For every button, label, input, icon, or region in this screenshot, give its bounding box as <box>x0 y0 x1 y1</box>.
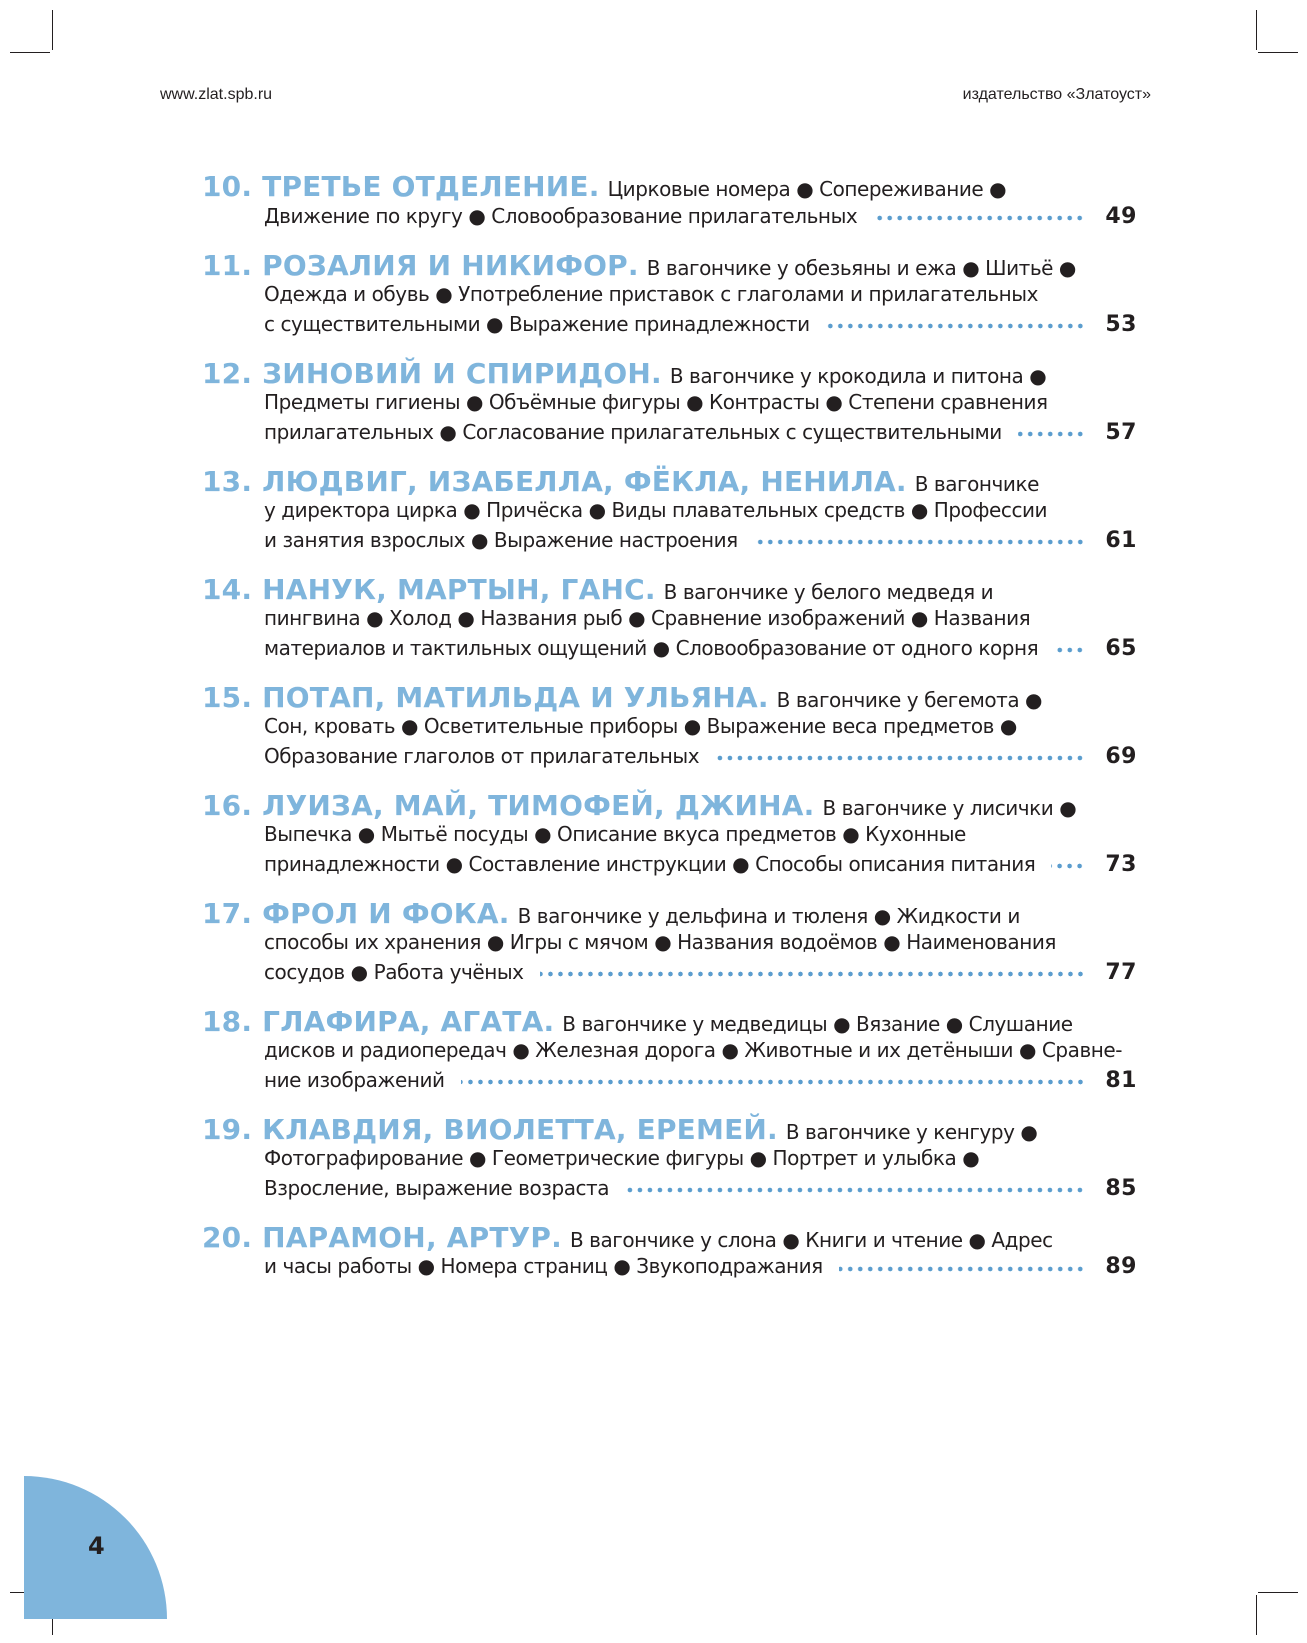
toc-entry[interactable] <box>202 1220 1137 1282</box>
toc-entry[interactable] <box>202 464 1137 556</box>
dot-leader <box>715 755 1085 761</box>
toc-entry-text: В вагончике у слона ● Книги и чтение ● Адрес <box>569 1227 1053 1252</box>
dot-leader <box>839 1266 1085 1272</box>
toc-entry-text: Цирковые номера ● Сопереживание ● <box>607 177 1007 201</box>
toc-page-number: 65 <box>1105 635 1137 661</box>
toc-entry-text: ние изображений <box>264 1067 445 1092</box>
crop-mark <box>1256 10 1257 50</box>
toc-entry-line <box>202 958 1137 988</box>
toc-entry-line <box>202 356 1137 390</box>
crop-mark <box>1258 52 1298 53</box>
toc-entry-title: 18. ГЛАФИРА, АГАТА. <box>202 1004 555 1038</box>
publisher-name: издательство «Златоуст» <box>962 86 1151 103</box>
toc-entry-text: и занятия взрослых ● Выражение настроения <box>264 527 738 552</box>
dot-leader <box>1054 647 1085 653</box>
dot-leader <box>461 1079 1085 1085</box>
toc-entry-line <box>202 896 1137 930</box>
toc-page-number: 57 <box>1105 419 1137 445</box>
toc-entry[interactable] <box>202 356 1137 448</box>
toc-entry-text: сосудов ● Работа учёных <box>264 959 524 984</box>
toc-entry-line <box>202 464 1137 498</box>
crop-mark <box>52 10 53 50</box>
toc-entry-line <box>202 202 1137 232</box>
toc-page-number: 53 <box>1105 311 1137 337</box>
crop-mark <box>1256 1595 1257 1635</box>
toc-entry-line <box>202 788 1137 822</box>
crop-mark <box>10 52 50 53</box>
toc-entry-text: Предметы гигиены ● Объёмные фигуры ● Контрасты ● Степени сравнения <box>264 390 1048 414</box>
toc-entry[interactable] <box>202 680 1137 772</box>
toc-entry[interactable] <box>202 172 1137 231</box>
toc-entry-line <box>202 1174 1137 1204</box>
toc-entry-title: 13. ЛЮДВИГ, ИЗАБЕЛЛА, ФЁКЛА, НЕНИЛА. <box>202 464 907 498</box>
toc-entry-text: прилагательных ● Согласование прилагательных с существительными <box>264 419 1002 444</box>
page-number: 4 <box>88 1532 105 1560</box>
toc-entry[interactable] <box>202 1112 1137 1204</box>
toc-entry-line <box>202 1004 1137 1038</box>
toc-entry-text: В вагончике у крокодила и питона ● <box>669 363 1047 388</box>
toc-entry-line <box>202 388 1137 418</box>
toc-entry-text: и часы работы ● Номера страниц ● Звукоподражания <box>264 1254 823 1278</box>
toc-entry-line <box>202 310 1137 340</box>
toc-entry-line <box>202 418 1137 448</box>
toc-entry-line <box>202 1144 1137 1174</box>
toc-entry-line <box>202 1252 1137 1282</box>
website-url: www.zlat.spb.ru <box>160 86 273 103</box>
toc-entry-text: Движение по кругу ● Словообразование прилагательных <box>264 203 858 228</box>
toc-entry-line <box>202 850 1137 880</box>
toc-entry-text: Сон, кровать ● Осветительные приборы ● Выражение веса предметов ● <box>264 714 1017 738</box>
toc-page-number: 61 <box>1105 527 1137 553</box>
toc-entry-line <box>202 496 1137 526</box>
dot-leader <box>826 323 1085 329</box>
toc-entry-text: Образование глаголов от прилагательных <box>264 743 700 768</box>
toc-entry-line <box>202 712 1137 742</box>
toc-page-number: 49 <box>1105 203 1137 229</box>
toc-entry-title: 15. ПОТАП, МАТИЛЬДА И УЛЬЯНА. <box>202 680 769 714</box>
toc-page-number: 69 <box>1105 743 1137 769</box>
toc-entry-title: 16. ЛУИЗА, МАЙ, ТИМОФЕЙ, ДЖИНА. <box>202 788 815 822</box>
table-of-contents <box>202 172 1137 1301</box>
toc-entry[interactable] <box>202 248 1137 340</box>
toc-entry[interactable] <box>202 572 1137 664</box>
toc-entry-text: пингвина ● Холод ● Названия рыб ● Сравнение изображений ● Названия <box>264 606 1031 630</box>
toc-entry-text: В вагончике у лисички ● <box>822 795 1077 820</box>
dot-leader <box>540 971 1085 977</box>
toc-entry-text: Взросление, выражение возраста <box>264 1175 610 1200</box>
toc-entry-text: В вагончике у белого медведя и <box>663 579 994 604</box>
toc-entry-line <box>202 248 1137 282</box>
toc-entry-text: В вагончике у обезьяны и ежа ● Шитьё ● <box>646 255 1076 280</box>
toc-entry-title: 14. НАНУК, МАРТЫН, ГАНС. <box>202 572 656 606</box>
toc-entry-text: дисков и радиопередач ● Железная дорога ● Животные и их детёныши ● Сравне- <box>264 1038 1123 1062</box>
toc-page-number: 81 <box>1105 1067 1137 1093</box>
toc-entry-title: 20. ПАРАМОН, АРТУР. <box>202 1220 562 1254</box>
toc-entry-title: 19. КЛАВДИЯ, ВИОЛЕТТА, ЕРЕМЕЙ. <box>202 1112 778 1146</box>
toc-entry-line <box>202 634 1137 664</box>
toc-entry-text: принадлежности ● Составление инструкции ● Способы описания питания <box>264 851 1036 876</box>
toc-entry-title: 11. РОЗАЛИЯ И НИКИФОР. <box>202 248 639 282</box>
toc-entry-text: с существительными ● Выражение принадлежности <box>264 311 810 336</box>
toc-entry-text: у директора цирка ● Причёска ● Виды плавательных средств ● Профессии <box>264 498 1048 522</box>
toc-entry-title: 12. ЗИНОВИЙ И СПИРИДОН. <box>202 356 662 390</box>
toc-entry-text: В вагончике <box>914 471 1039 496</box>
toc-entry[interactable] <box>202 896 1137 988</box>
toc-entry-line <box>202 1036 1137 1066</box>
toc-entry-text: В вагончике у дельфина и тюленя ● Жидкости и <box>517 903 1020 928</box>
toc-entry-title: 10. ТРЕТЬЕ ОТДЕЛЕНИЕ. <box>202 170 600 203</box>
toc-entry-line <box>202 172 1137 202</box>
toc-entry[interactable] <box>202 1004 1137 1096</box>
toc-entry-text: В вагончике у медведицы ● Вязание ● Слушание <box>562 1011 1073 1036</box>
toc-entry-title: 17. ФРОЛ И ФОКА. <box>202 896 510 930</box>
crop-mark <box>1258 1592 1298 1593</box>
toc-entry-line <box>202 742 1137 772</box>
toc-page-number: 77 <box>1105 959 1137 985</box>
toc-entry[interactable] <box>202 788 1137 880</box>
toc-page-number: 89 <box>1105 1254 1137 1279</box>
toc-entry-line <box>202 928 1137 958</box>
dot-leader <box>754 539 1085 545</box>
toc-entry-line <box>202 1220 1137 1254</box>
toc-entry-text: Выпечка ● Мытьё посуды ● Описание вкуса предметов ● Кухонные <box>264 822 966 846</box>
toc-entry-text: способы их хранения ● Игры с мячом ● Названия водоёмов ● Наименования <box>264 930 1056 954</box>
toc-page-number: 85 <box>1105 1175 1137 1201</box>
toc-entry-line <box>202 680 1137 714</box>
toc-entry-text: Одежда и обувь ● Употребление приставок с глаголами и прилагательных <box>264 282 1038 306</box>
toc-entry-line <box>202 1112 1137 1146</box>
toc-entry-line <box>202 820 1137 850</box>
toc-entry-text: В вагончике у бегемота ● <box>776 687 1043 712</box>
toc-entry-line <box>202 1066 1137 1096</box>
toc-entry-line <box>202 280 1137 310</box>
toc-entry-line <box>202 572 1137 606</box>
toc-entry-text: материалов и тактильных ощущений ● Словообразование от одного корня <box>264 635 1039 660</box>
toc-page-number: 73 <box>1105 851 1137 877</box>
dot-leader <box>1018 431 1085 437</box>
dot-leader <box>873 215 1085 221</box>
toc-entry-line <box>202 604 1137 634</box>
toc-entry-line <box>202 526 1137 556</box>
toc-entry-text: В вагончике у кенгуру ● <box>785 1119 1038 1144</box>
dot-leader <box>1051 863 1085 869</box>
toc-entry-text: Фотографирование ● Геометрические фигуры ● Портрет и улыбка ● <box>264 1146 980 1170</box>
dot-leader <box>625 1187 1085 1193</box>
